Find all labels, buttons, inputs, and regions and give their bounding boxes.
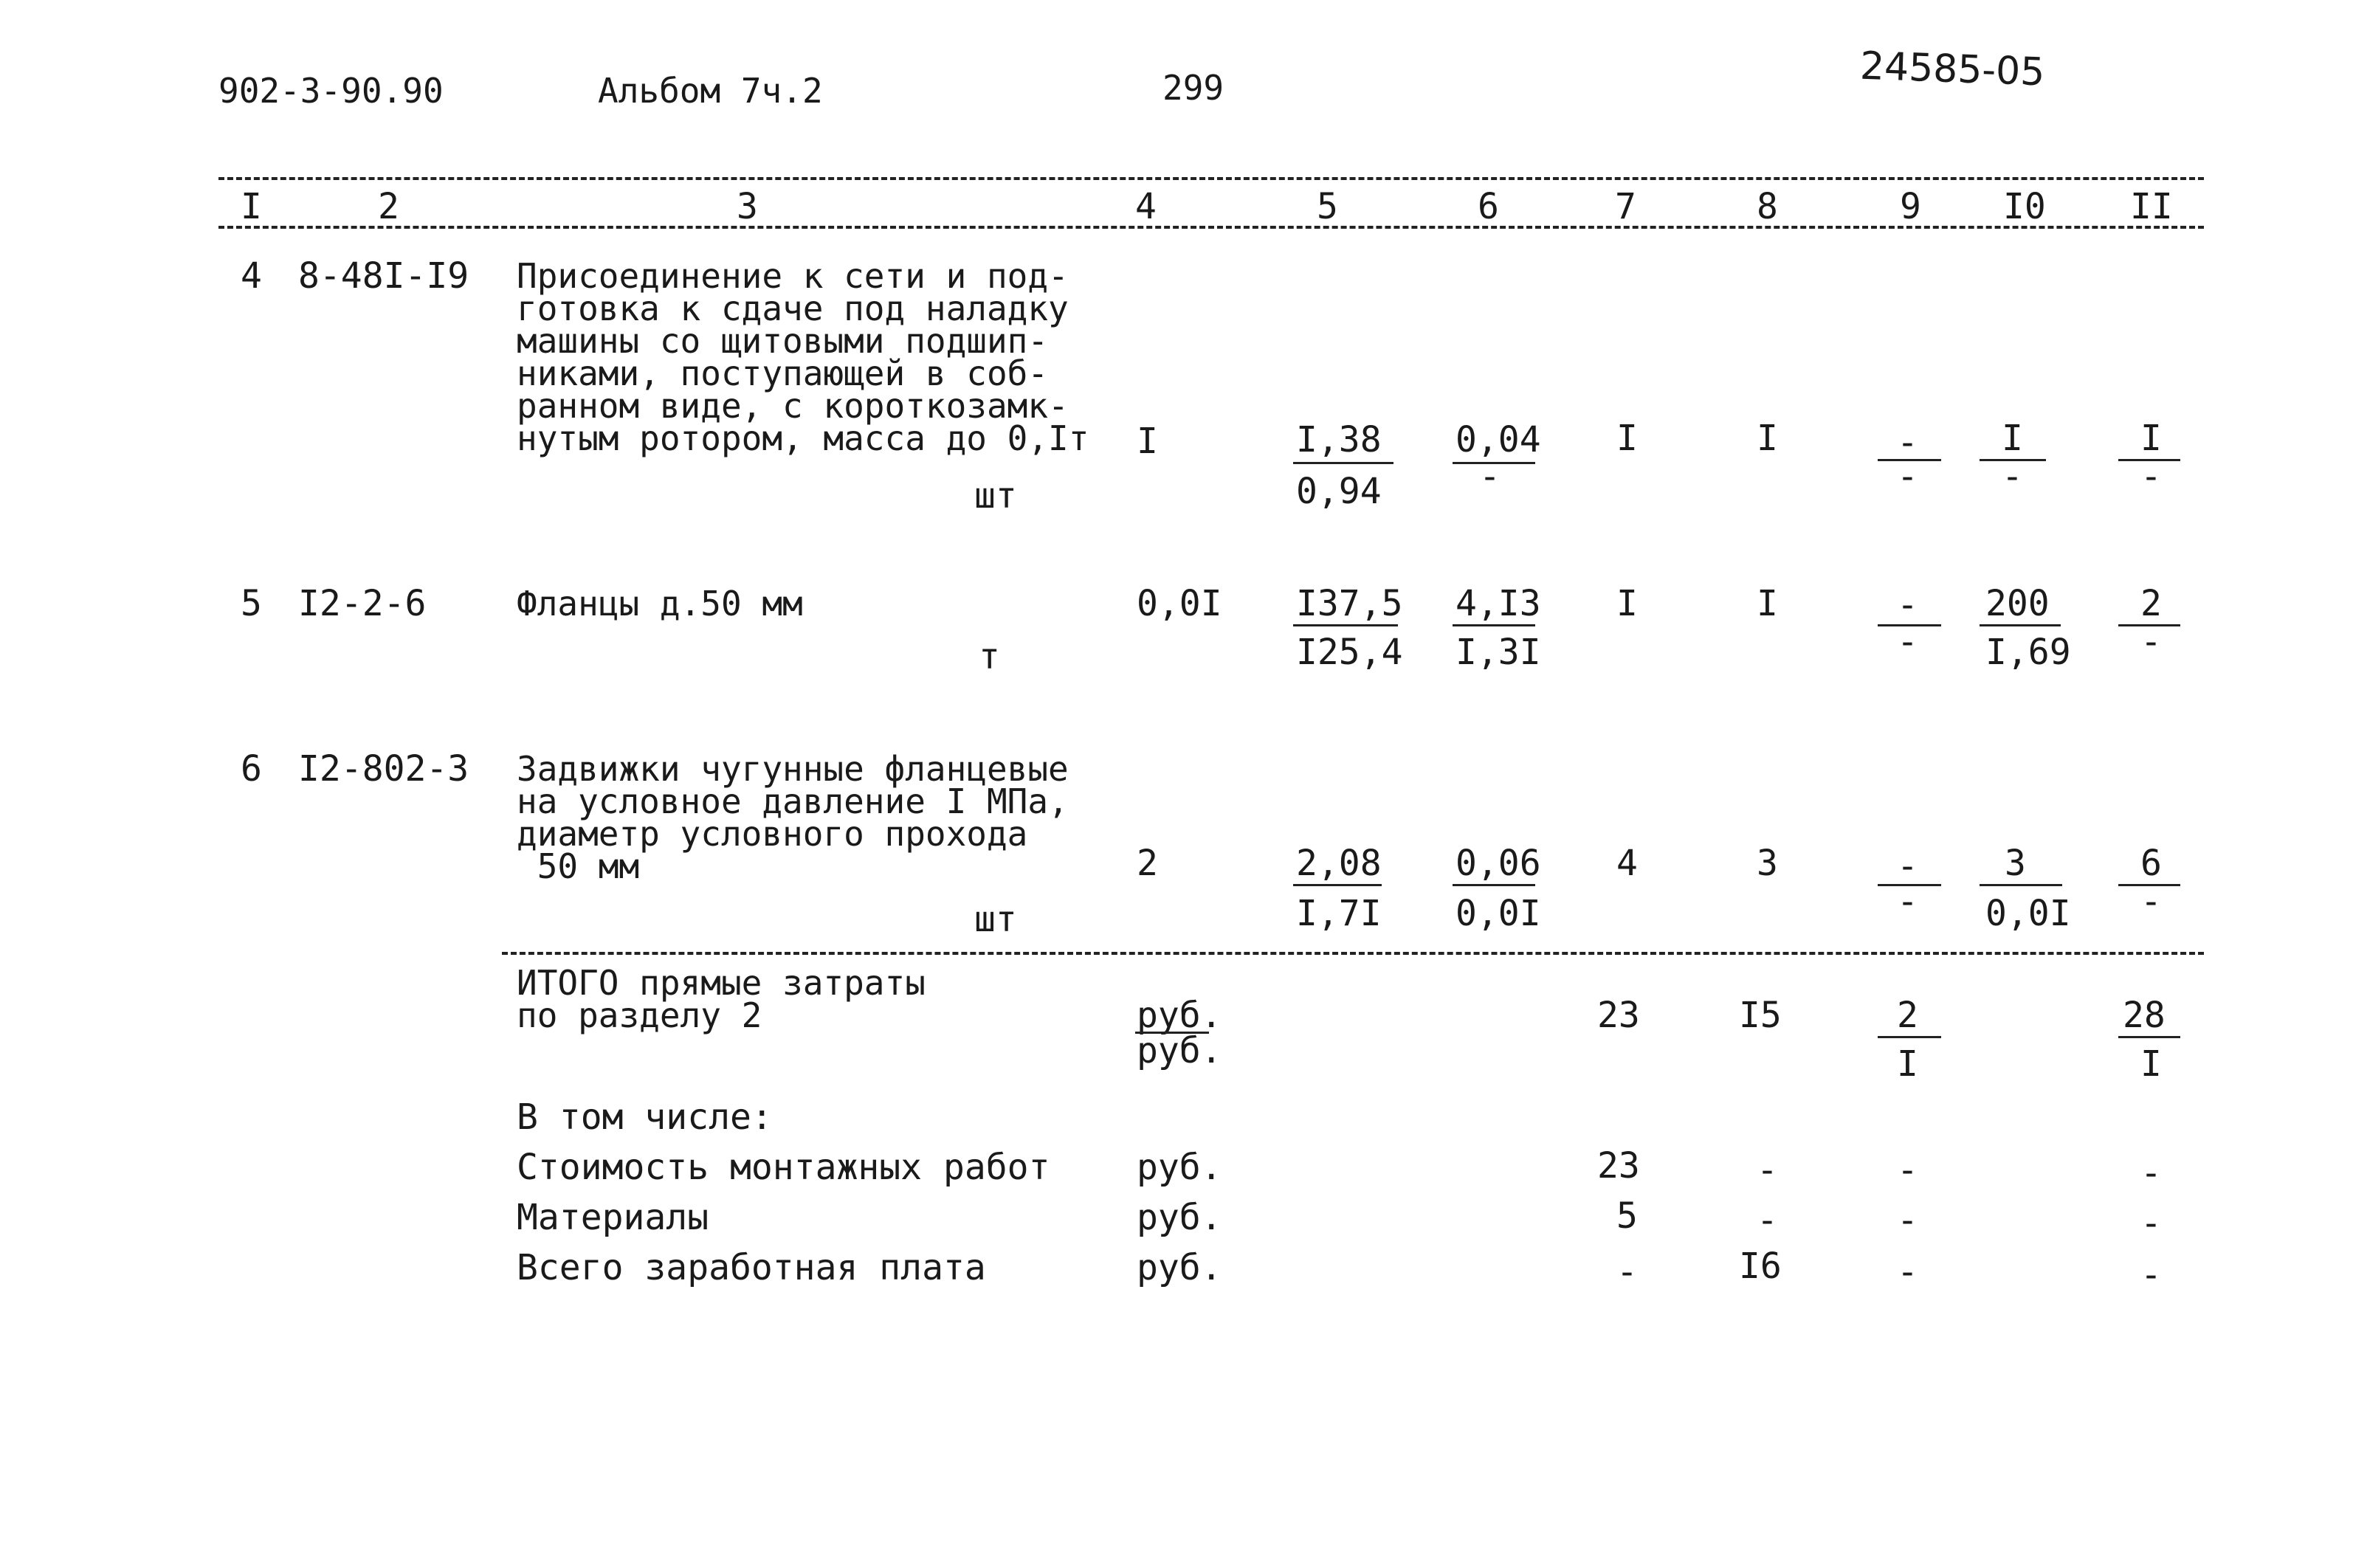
totals-label: ИТОГО прямые затраты по разделу 2 [517, 963, 926, 1035]
breakdown-label: Всего заработная плата [517, 1247, 986, 1288]
column-header: II [2130, 186, 2173, 227]
col11-top: 2 [2140, 583, 2162, 624]
col5-top: I,38 [1296, 419, 1382, 460]
row-code: 8-48I-I9 [298, 255, 469, 297]
row-quantity: 2 [1137, 843, 1158, 884]
col7-value: I [1616, 418, 1638, 459]
header-rule-top [218, 177, 2204, 180]
breakdown-col11: - [2140, 1254, 2162, 1296]
totals-unit-bottom: руб. [1137, 1030, 1222, 1071]
breakdown-col8: - [1757, 1150, 1778, 1191]
page-number: 299 [1162, 68, 1224, 108]
col6-fraction-line [1453, 884, 1535, 886]
row-description: Фланцы д.50 мм [517, 584, 803, 624]
breakdown-col9: - [1897, 1251, 1918, 1293]
col6-top: 0,04 [1455, 419, 1541, 460]
album-label: Альбом 7ч.2 [598, 71, 823, 111]
breakdown-col7: 5 [1616, 1195, 1638, 1237]
col5-bottom: I,7I [1296, 893, 1382, 934]
totals-col9-bottom: I [1897, 1043, 1918, 1085]
col10-bottom: I,69 [1985, 632, 2071, 673]
breakdown-unit: руб. [1137, 1147, 1222, 1188]
row-unit: т [979, 636, 1000, 677]
row-code: I2-2-6 [298, 583, 427, 624]
col7-value: I [1616, 583, 1638, 624]
column-header: 2 [378, 186, 399, 227]
column-header: 5 [1317, 186, 1338, 227]
col10-top: I [2002, 418, 2023, 459]
row-description: Присоединение к сети и под- готовка к сдаче под наладку машины со щитовыми подшип- никами, поступающей в соб- ранном виде, с короткозамк- нутым ротором, масса до 0,Iт [517, 256, 1089, 458]
totals-col11-fraction-line [2118, 1036, 2180, 1038]
col5-fraction-line [1293, 462, 1393, 464]
row-quantity: I [1137, 421, 1158, 462]
col8-value: 3 [1757, 843, 1778, 884]
col5-fraction-line [1293, 884, 1382, 886]
col9-top: - [1897, 422, 1918, 463]
col10-fraction-line [1980, 624, 2061, 626]
column-header: 4 [1135, 186, 1157, 227]
col9-top: - [1897, 846, 1918, 887]
col11-top: I [2140, 418, 2162, 459]
row-number: 4 [241, 255, 262, 297]
column-header: I0 [2003, 186, 2046, 227]
breakdown-col8: I6 [1739, 1246, 1782, 1287]
breakdown-col8: - [1757, 1200, 1778, 1241]
col11-bottom: - [2140, 456, 2162, 497]
row-unit: шт [974, 899, 1017, 940]
handwritten-stamp: 24585-05 [1859, 44, 2046, 95]
breakdown-heading: В том числе: [517, 1096, 773, 1138]
col6-fraction-line [1453, 624, 1535, 626]
totals-col11-top: 28 [2123, 995, 2166, 1036]
col11-top: 6 [2140, 843, 2162, 884]
document-code: 902-3-90.90 [218, 71, 444, 111]
row-unit: шт [974, 475, 1017, 517]
col5-bottom: I25,4 [1296, 632, 1403, 673]
col10-fraction-line [1980, 884, 2062, 886]
col6-bottom: 0,0I [1455, 893, 1541, 934]
col5-top: 2,08 [1296, 843, 1382, 884]
breakdown-col11: - [2140, 1153, 2162, 1194]
totals-col11-bottom: I [2140, 1043, 2162, 1085]
breakdown-unit: руб. [1137, 1197, 1222, 1238]
breakdown-col9: - [1897, 1200, 1918, 1241]
col9-bottom: - [1897, 881, 1918, 922]
totals-separator [502, 952, 2204, 955]
breakdown-col9: - [1897, 1150, 1918, 1191]
column-header: 8 [1757, 186, 1778, 227]
col5-bottom: 0,94 [1296, 471, 1382, 512]
col10-bottom: 0,0I [1985, 893, 2071, 934]
row-number: 6 [241, 748, 262, 790]
col11-bottom: - [2140, 881, 2162, 922]
col8-value: I [1757, 418, 1778, 459]
col5-top: I37,5 [1296, 583, 1403, 624]
row-description: Задвижки чугунные фланцевые на условное давление I МПа, диаметр условного прохода 50 мм [517, 749, 1069, 886]
col9-bottom: - [1897, 621, 1918, 663]
totals-col8: I5 [1739, 995, 1782, 1036]
row-code: I2-802-3 [298, 748, 469, 790]
totals-col9-top: 2 [1897, 995, 1918, 1036]
col6-top: 4,I3 [1455, 583, 1541, 624]
column-header: 6 [1478, 186, 1499, 227]
column-header: 7 [1615, 186, 1636, 227]
col8-value: I [1757, 583, 1778, 624]
col7-value: 4 [1616, 843, 1638, 884]
column-header: 9 [1900, 186, 1921, 227]
col10-top: 200 [1985, 583, 2050, 624]
breakdown-label: Стоимость монтажных работ [517, 1147, 1050, 1188]
col10-top: 3 [2005, 843, 2026, 884]
totals-unit-top: руб. [1137, 995, 1222, 1036]
breakdown-col7: - [1616, 1251, 1638, 1293]
breakdown-col11: - [2140, 1203, 2162, 1244]
column-header: 3 [737, 186, 758, 227]
col9-bottom: - [1897, 456, 1918, 497]
breakdown-col7: 23 [1597, 1145, 1640, 1187]
totals-col9-fraction-line [1878, 1036, 1941, 1038]
breakdown-unit: руб. [1137, 1247, 1222, 1288]
breakdown-label: Материалы [517, 1197, 709, 1238]
col9-top: - [1897, 584, 1918, 626]
col11-bottom: - [2140, 621, 2162, 663]
col10-bottom: - [2002, 456, 2023, 497]
column-header: I [241, 186, 262, 227]
col5-fraction-line [1293, 624, 1398, 626]
totals-col7: 23 [1597, 995, 1640, 1036]
row-number: 5 [241, 583, 262, 624]
col6-bottom: I,3I [1455, 632, 1541, 673]
col6-bottom: - [1479, 456, 1501, 497]
row-quantity: 0,0I [1137, 583, 1222, 624]
col6-top: 0,06 [1455, 843, 1541, 884]
